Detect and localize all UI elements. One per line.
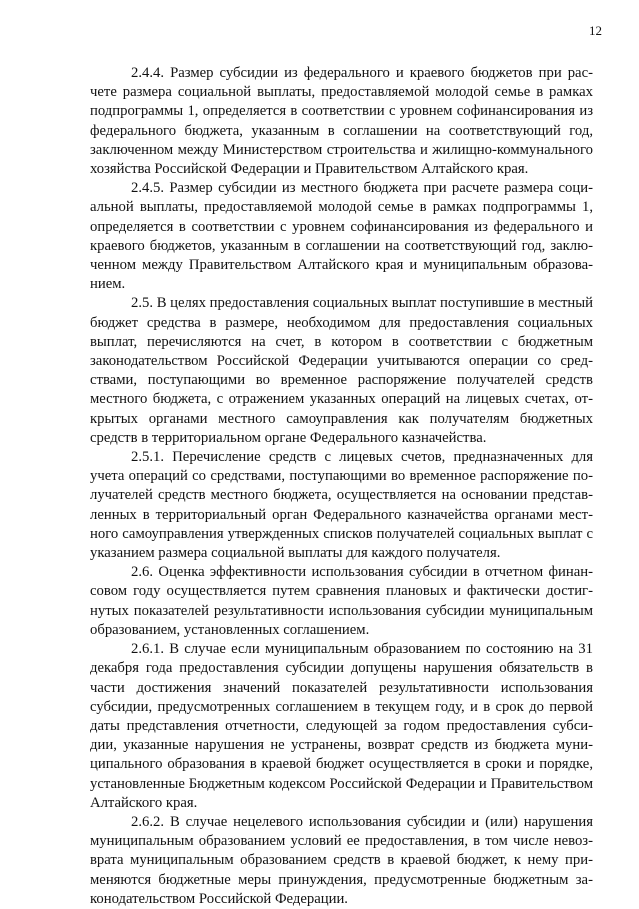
- page-number: 12: [589, 23, 602, 38]
- paragraph-2-6-1: 2.6.1. В случае если муниципальным образованием по состоянию на 31 декабря года предоставления субсидии допущены нарушения обязательств в части достижения значений показателей результативности использования субсидии, предусмотренных соглашением в текущем году, и в срок до первой даты представления отчетности, следующей за годом предоставления субсидии, указанные нарушения не устранены, возврат средств из бюджета муниципального образования в краевой бюджет осуществляется в сроки и порядке, установленные Бюджетным кодексом Российской Федерации и Правительством Алтайского края.: [90, 641, 593, 811]
- paragraph-2-5-1: 2.5.1. Перечисление средств с лицевых счетов, предназначенных для учета операций со средствами, поступающими во временное распоряжение получателей средств местного бюджета, осуществляется на основании представленных в территориальный орган Федерального казначейства органами местного самоуправления утвержденных списков получателей социальных выплат с указанием размера социальной выплаты для каждого получателя.: [90, 449, 593, 562]
- paragraph-2-4-5: 2.4.5. Размер субсидии из местного бюджета при расчете размера социальной выплаты, предоставляемой молодой семье в рамках подпрограммы 1, определяется в соответствии с уровнем софинансирования из федерального и краевого бюджетов, указанным в соглашении на соответствующий год, заключенном между Правительством Алтайского края и муниципальным образованием.: [90, 180, 593, 293]
- paragraph-2-5: 2.5. В целях предоставления социальных выплат поступившие в местный бюджет средства в размере, необходимом для предоставления социальных выплат, перечисляются на счет, в котором в соответствии с бюджетным законодательством Российской Федерации учитываются операции со средствами, поступающими во временное распоряжение получателей средств местного бюджета, с отражением указанных операций на лицевых счетах, открытых органами местного самоуправления как получателям бюджетных средств в территориальном органе Федерального казначейства.: [90, 295, 593, 446]
- paragraph-2-6-2: 2.6.2. В случае нецелевого использования субсидии и (или) нарушения муниципальным образованием условий ее предоставления, в том числе невозврата муниципальным образованием средств в краевой бюджет, к нему применяются бюджетные меры принуждения, предусмотренные бюджетным законодательством Российской Федерации.: [90, 813, 593, 907]
- document-body: [90, 64, 593, 909]
- paragraph-2-4-4: 2.4.4. Размер субсидии из федерального и краевого бюджетов при расчете размера социальной выплаты, предоставляемой молодой семье в рамках подпрограммы 1, определяется в соответствии с уровнем софинансирования из федерального бюджета, указанным в соглашении на соответствующий год, заключенном между Министерством строительства и жилищно-коммунального хозяйства Российской Федерации и Правительством Алтайского края.: [90, 65, 593, 178]
- paragraph-2-6: 2.6. Оценка эффективности использования субсидии в отчетном финансовом году осуществляется путем сравнения плановых и фактически достигнутых показателей результативности использования субсидии муниципальным образованием, установленных соглашением.: [90, 564, 593, 638]
